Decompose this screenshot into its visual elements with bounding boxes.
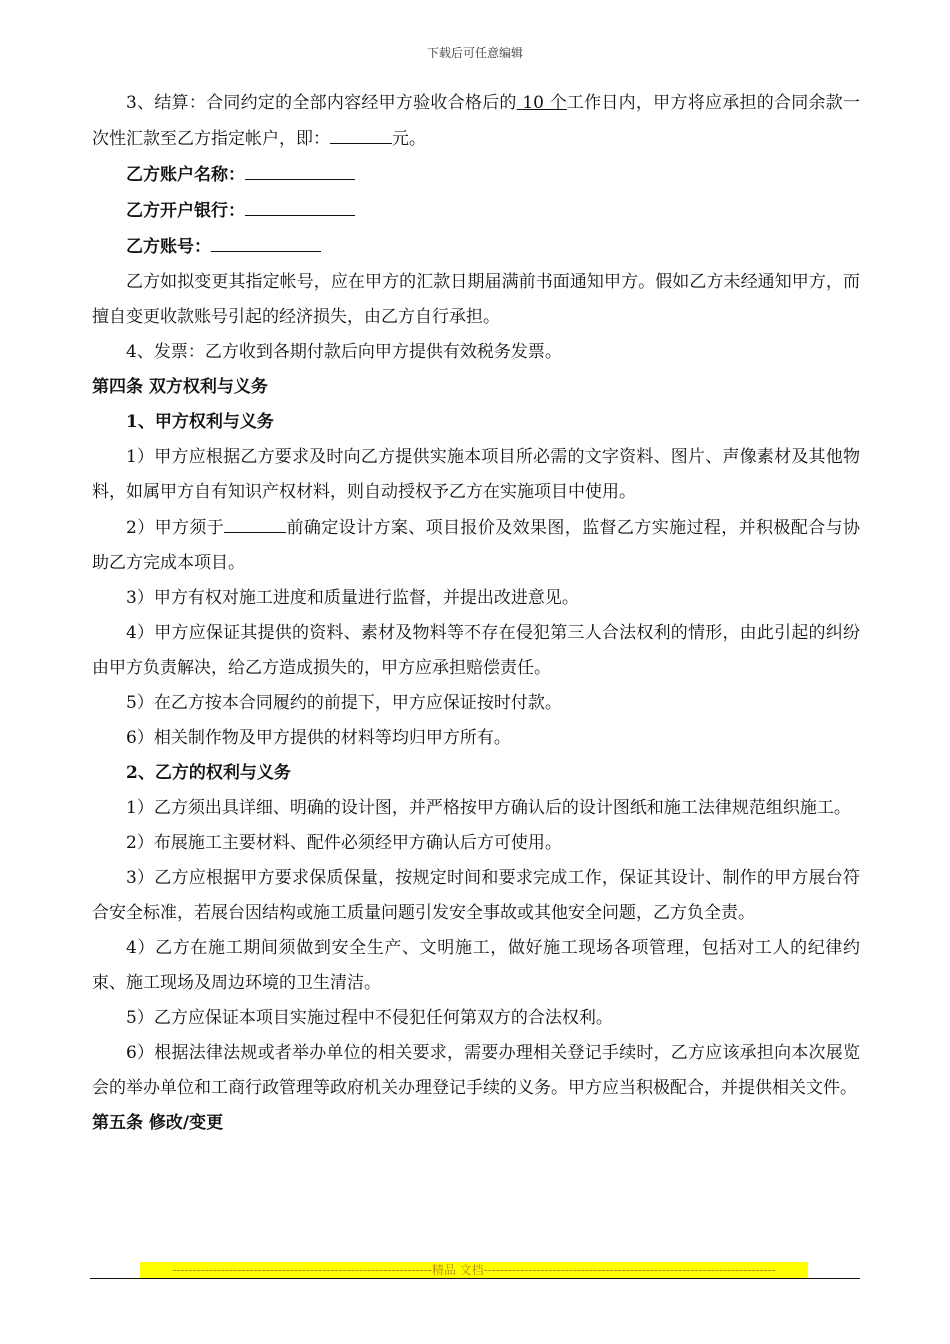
account-change-note: 乙方如拟变更其指定帐号，应在甲方的汇款日期届满前书面通知甲方。假如乙方未经通知甲方，而擅自变更收款账号引起的经济损失，由乙方自行承担。 (92, 272, 860, 327)
party-b-item-6: 6）根据法律法规或者举办单位的相关要求，需要办理相关登记手续时，乙方应该承担向本次展览会的举办单位和工商行政管理等政府机关办理登记手续的义务。甲方应当积极配合，并提供相关文件。 (92, 1043, 860, 1098)
invoice-clause: 4、发票：乙方收到各期付款后向甲方提供有效税务发票。 (126, 342, 562, 362)
account-name-blank (245, 157, 355, 180)
settlement-clause: 3、结算：合同约定的全部内容经甲方验收合格后的 10 个工作日内，甲方将应承担的合同余款一次性汇款至乙方指定帐户，即： 元。 (92, 93, 860, 149)
bank-line: 乙方开户银行： (92, 193, 860, 229)
account-number-blank (211, 229, 321, 252)
party-b-item-2: 2）布展施工主要材料、配件必须经甲方确认后方可使用。 (126, 833, 562, 853)
page-header: 下载后可任意编辑 (426, 46, 523, 60)
party-b-item-5: 5）乙方应保证本项目实施过程中不侵犯任何第双方的合法权利。 (126, 1008, 613, 1028)
amount-blank (330, 121, 392, 144)
account-name-line: 乙方账户名称： (92, 157, 860, 193)
party-a-item-6: 6）相关制作物及甲方提供的材料等均归甲方所有。 (126, 728, 511, 748)
party-a-item-3: 3）甲方有权对施工进度和质量进行监督，并提出改进意见。 (126, 588, 579, 608)
party-b-item-4: 4）乙方在施工期间须做到安全生产、文明施工，做好施工现场各项管理，包括对工人的纪律约束、施工现场及周边环境的卫生清洁。 (92, 938, 860, 993)
party-a-item-4: 4）甲方应保证其提供的资料、素材及物料等不存在侵犯第三人合法权利的情形，由此引起的纠纷由甲方负责解决，给乙方造成损失的，甲方应承担赔偿责任。 (92, 623, 860, 678)
party-b-title: 2、乙方的权利与义务 (126, 763, 291, 783)
footer-banner: ----------------------------------------------------------------精品 文档------------------------------------------------------------------------ (140, 1262, 808, 1278)
article-5-title: 第五条 修改/变更 (92, 1113, 224, 1133)
footer-label: 精品 文档 (431, 1263, 484, 1277)
settlement-days: 10 个 (516, 93, 567, 113)
document-body (92, 86, 860, 1141)
article-4-title: 第四条 双方权利与义务 (92, 377, 268, 397)
party-a-item-5: 5）在乙方按本合同履约的前提下，甲方应保证按时付款。 (126, 693, 562, 713)
footer-rule (90, 1278, 860, 1279)
bank-blank (245, 193, 355, 216)
party-b-item-1: 1）乙方须出具详细、明确的设计图，并严格按甲方确认后的设计图纸和施工法律规范组织施工。 (126, 798, 851, 818)
party-b-item-3: 3）乙方应根据甲方要求保质保量，按规定时间和要求完成工作，保证其设计、制作的甲方展台符合安全标准，若展台因结构或施工质量问题引发安全事故或其他安全问题，乙方负全责。 (92, 868, 860, 923)
party-a-item-2: 2）甲方须于 前确定设计方案、项目报价及效果图，监督乙方实施过程，并积极配合与协助乙方完成本项目。 (92, 510, 860, 581)
party-a-item-1: 1）甲方应根据乙方要求及时向乙方提供实施本项目所必需的文字资料、图片、声像素材及其他物料，如属甲方自有知识产权材料，则自动授权予乙方在实施项目中使用。 (92, 447, 860, 502)
deadline-blank (224, 510, 286, 533)
account-number-line: 乙方账号： (92, 229, 860, 265)
party-a-title: 1、甲方权利与义务 (126, 412, 274, 432)
